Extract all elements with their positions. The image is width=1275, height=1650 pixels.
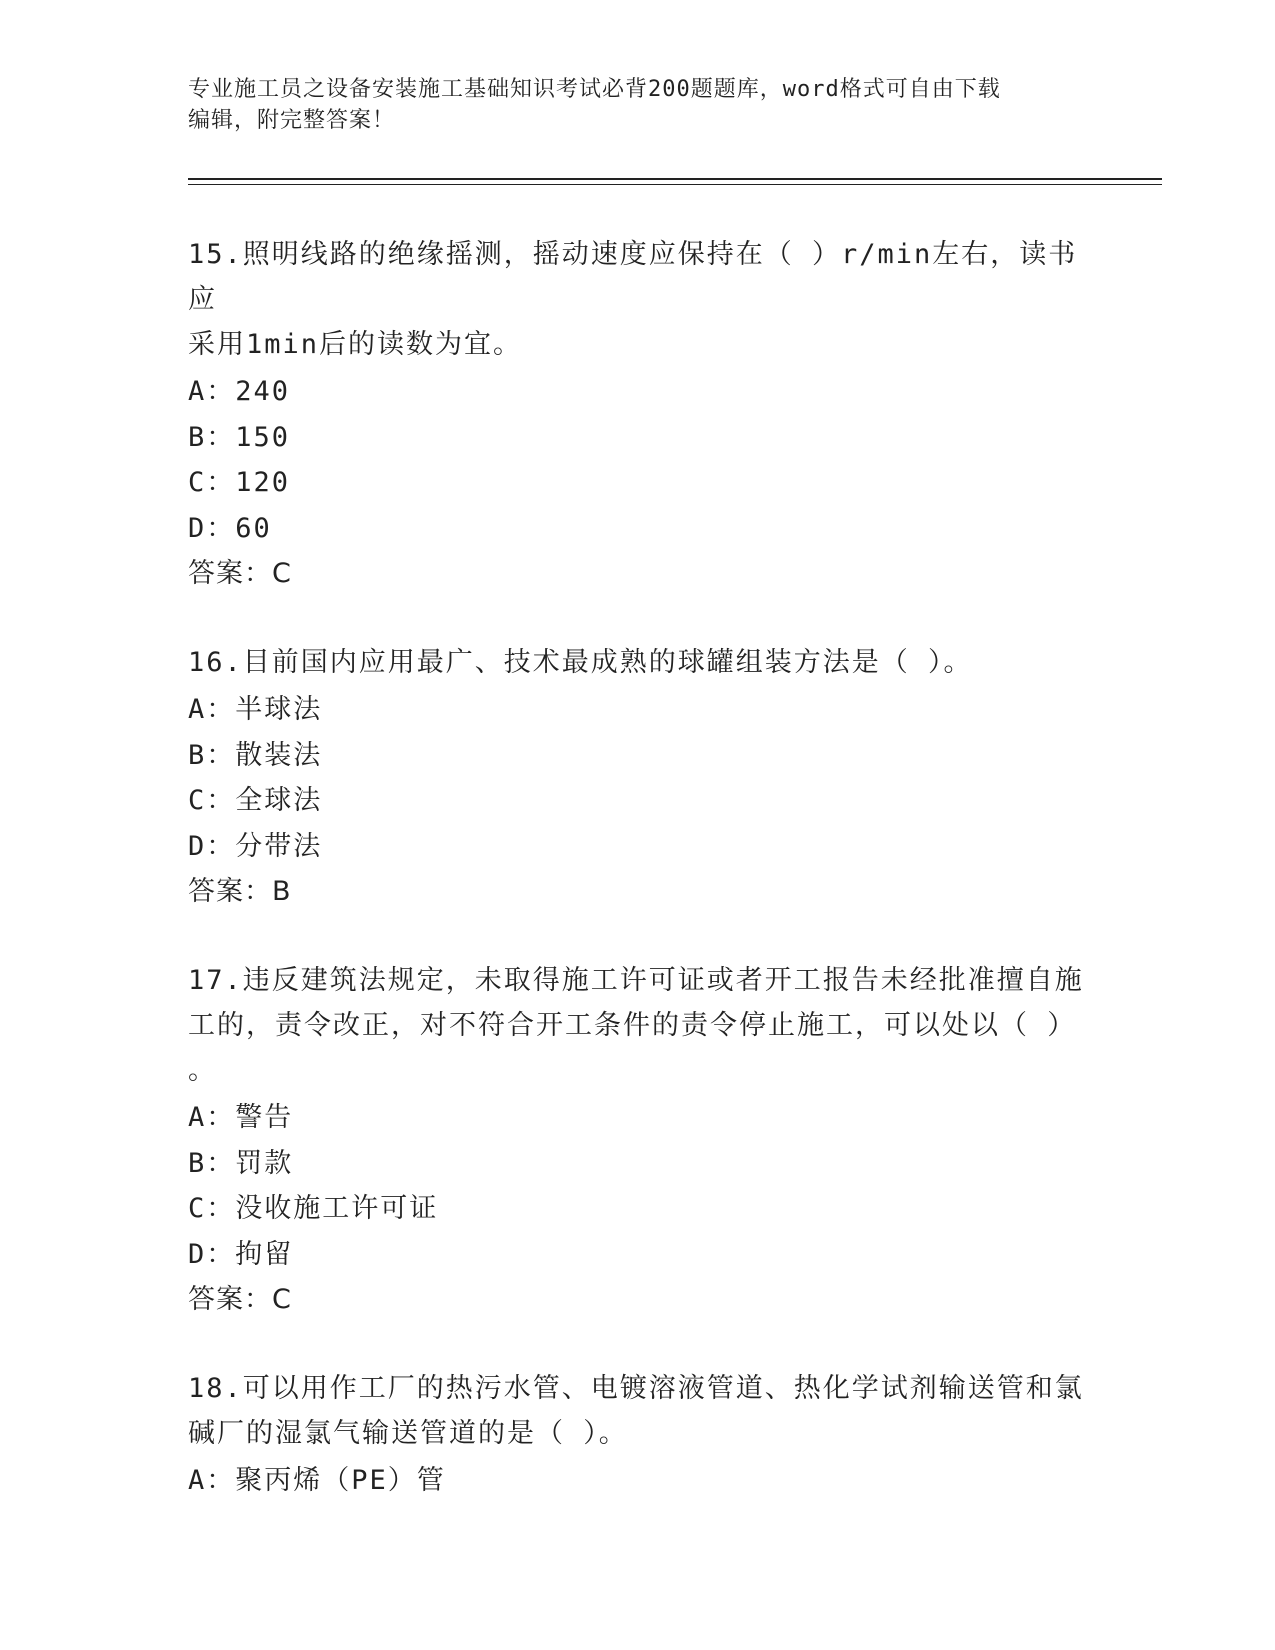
option-c: C：没收施工许可证 [188,1193,439,1224]
question-text-line: 采用1min后的读数为宜。 [188,329,523,360]
question-16 [188,640,1088,914]
question-17 [188,958,1088,1322]
question-18 [188,1366,1088,1504]
question-text-line: 17.违反建筑法规定，未取得施工许可证或者开工报告未经批准擅自施 [188,965,1084,996]
answer: 答案：B [188,876,292,907]
option-a: A：警告 [188,1102,294,1133]
question-15 [188,232,1088,596]
option-a: A：半球法 [188,694,323,725]
option-d: D：分带法 [188,830,323,862]
header-line-1: 专业施工员之设备安装施工基础知识考试必背200题题库，word格式可自由下载 [188,77,1001,102]
question-text [188,232,1088,367]
question-text [188,958,1088,1093]
header-divider-thin [188,184,1162,185]
option-c: C：120 [188,467,291,498]
header-line-2: 编辑，附完整答案！ [188,108,396,133]
option-d: D：60 [188,512,272,544]
question-text-line: 16.目前国内应用最广、技术最成熟的球罐组装方法是（ ）。 [188,647,973,678]
question-text-line: 。 [188,1055,217,1086]
option-b: B：散装法 [188,739,323,771]
question-list [188,232,1088,1548]
question-text [188,640,1088,685]
answer: 答案：C [188,1284,292,1315]
question-text [188,1366,1088,1456]
option-b: B：150 [188,421,291,453]
question-text-line: 15.照明线路的绝缘摇测，摇动速度应保持在（ ）r/min左右，读书应 [188,239,1078,315]
page-header [188,74,1088,136]
answer: 答案：C [188,558,292,589]
option-d: D：拘留 [188,1238,294,1270]
question-text-line: 工的，责令改正，对不符合开工条件的责令停止施工，可以处以（ ） [188,1010,1077,1041]
option-a: A：240 [188,376,291,407]
question-text-line: 18.可以用作工厂的热污水管、电镀溶液管道、热化学试剂输送管和氯 [188,1373,1084,1404]
option-c: C：全球法 [188,785,323,816]
question-text-line: 碱厂的湿氯气输送管道的是（ ）。 [188,1418,628,1449]
header-divider [188,178,1162,180]
option-b: B：罚款 [188,1147,294,1179]
option-a: A：聚丙烯（PE）管 [188,1465,446,1496]
